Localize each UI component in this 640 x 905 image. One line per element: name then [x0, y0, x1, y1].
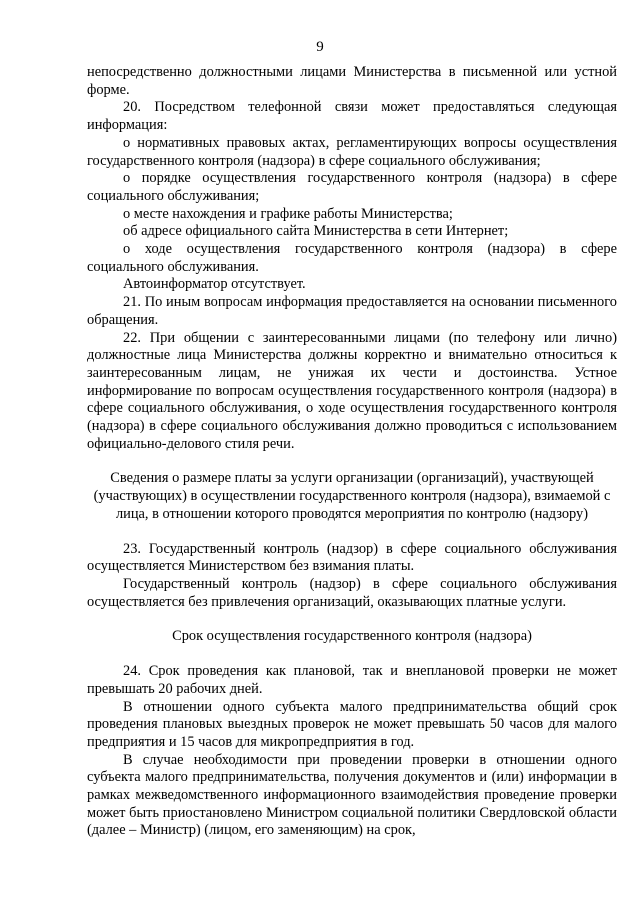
- section-gap: [87, 611, 617, 628]
- section-gap: [87, 453, 617, 470]
- paragraph: 20. Посредством телефонной связи может предоставляться следующая информация:: [87, 99, 617, 134]
- section-heading: Сведения о размере платы за услуги организации (организаций), участвующей (участвующих) в осуществлении государственного контроля (надзора), взимаемой с лица, в отношении которого проводятся мероприятия по контролю (надзору): [93, 470, 611, 522]
- paragraph: об адресе официального сайта Министерства в сети Интернет;: [123, 223, 509, 240]
- paragraph: 23. Государственный контроль (надзор) в сфере социального обслуживания осуществляется Министерством без взимания платы.: [87, 540, 617, 575]
- paragraph: 21. По иным вопросам информация предоставляется на основании письменного обращения.: [87, 294, 617, 328]
- paragraph: непосредственно должностными лицами Министерства в письменной или устной форме.: [87, 64, 617, 98]
- paragraph: о ходе осуществления государственного контроля (надзора) в сфере социального обслуживания.: [87, 241, 617, 275]
- paragraph: 22. При общении с заинтересованными лицами (по телефону или лично) должностные лица Министерства должны корректно и внимательно относиться к заинтересованным лицам, не унижая их чести и достоинства. Устное информирование по вопросам осуществления государственного контроля (надзора) в сфере социального обслуживания, о ходе осуществления государственного контроля (надзора) в сфере социального обслуживания должно проводиться с использованием официально-делового стиля речи.: [87, 329, 617, 452]
- paragraph: о порядке осуществления государственного контроля (надзора) в сфере социального обслуживания;: [87, 170, 617, 204]
- section-gap: [87, 524, 617, 541]
- paragraph: В отношении одного субъекта малого предпринимательства общий срок проведения плановых выездных проверок не может превышать 50 часов для малого предприятия и 15 часов для микропредприятия в год.: [87, 698, 617, 750]
- paragraph: В случае необходимости при проведении проверки в отношении одного субъекта малого предпринимательства, получения документов и (или) информации в рамках межведомственного информационного взаимодействия проведение проверки может быть приостановлено Министром социальной политики Свердловской области (далее – Министр) (лицом, его заменяющим) на срок,: [87, 751, 617, 839]
- paragraph: 24. Срок проведения как плановой, так и внеплановой проверки не может превышать 20 рабочих дней.: [87, 663, 617, 697]
- section-gap: [87, 646, 617, 663]
- page-number: 9: [316, 39, 324, 55]
- paragraph: о нормативных правовых актах, регламентирующих вопросы осуществления государственного контроля (надзора) в сфере социального обслуживания;: [87, 134, 617, 169]
- paragraph: о месте нахождения и графике работы Министерства;: [123, 205, 453, 222]
- document-body: [87, 64, 617, 840]
- section-heading: Срок осуществления государственного контроля (надзора): [172, 628, 532, 645]
- paragraph: Автоинформатор отсутствует.: [123, 276, 306, 293]
- paragraph: Государственный контроль (надзор) в сфере социального обслуживания осуществляется без привлечения организаций, оказывающих платные услуги.: [87, 575, 617, 610]
